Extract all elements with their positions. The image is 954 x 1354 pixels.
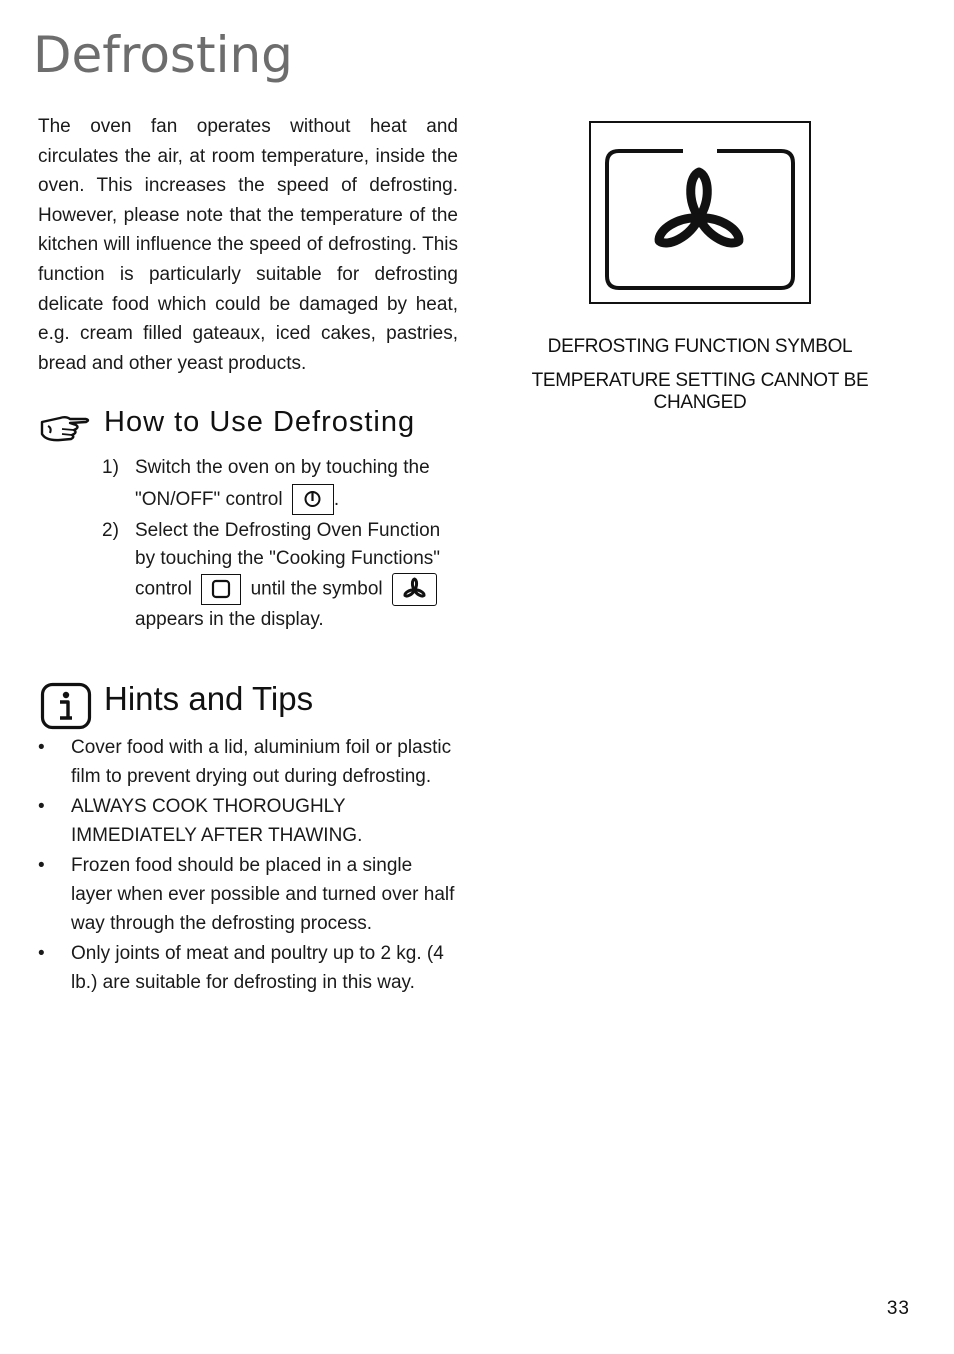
tip-text: Cover food with a lid, aluminium foil or plastic film to prevent drying out during defrosting. — [71, 737, 452, 788]
bullet: • — [38, 854, 45, 876]
tip-text: Frozen food should be placed in a single layer when ever possible and turned over half way through the defrosting process. — [71, 854, 455, 935]
on-off-control-icon — [292, 484, 334, 515]
defrost-symbol-figure — [589, 121, 811, 304]
intro-paragraph: The oven fan operates without heat and circulates the air, at room temperature, inside the oven. This increases the speed of defrosting. However, please note that the temperature of the kitchen will influence the speed of defrosting. This function is particularly suitable for defrosting delicate food which could be damaged by heat, e.g. cream filled gateaux, iced cakes, pastries, bread and other yeast products. — [38, 116, 458, 374]
page-title: Defrosting — [33, 26, 293, 84]
step-item — [102, 517, 458, 634]
info-icon — [40, 682, 92, 734]
step-number: 2) — [102, 520, 119, 541]
defrost-fan-symbol-icon — [591, 123, 809, 302]
how-to-heading: How to Use Defrosting — [104, 406, 416, 438]
list-item — [38, 733, 458, 792]
list-item — [38, 792, 458, 851]
figure-caption-line1: DEFROSTING FUNCTION SYMBOL — [547, 336, 853, 357]
page-number: 33 — [886, 1298, 910, 1319]
list-item — [38, 851, 458, 939]
how-to-steps — [102, 452, 458, 634]
cooking-functions-control-icon — [201, 574, 241, 605]
defrost-fan-icon — [392, 573, 437, 606]
figure-caption-line2: TEMPERATURE SETTING CANNOT BE CHANGED — [531, 370, 869, 413]
step-number: 1) — [102, 457, 119, 478]
bullet: • — [38, 737, 45, 758]
step-text: until the symbol — [250, 578, 383, 600]
tip-text: Only joints of meat and poultry up to 2 kg. (4 lb.) are suitable for defrosting in this way. — [71, 942, 444, 994]
bullet: • — [38, 942, 45, 964]
list-item — [38, 939, 458, 998]
step-text: Select the Defrosting Oven Function by touching the "Cooking Functions" control — [135, 520, 441, 600]
step-text-end: . — [333, 489, 340, 510]
pointing-hand-icon — [40, 414, 90, 448]
tip-text: ALWAYS COOK THOROUGHLY IMMEDIATELY AFTER THAWING. — [71, 795, 363, 847]
hints-list — [38, 733, 458, 998]
hints-heading: Hints and Tips — [104, 680, 314, 717]
step-item — [102, 452, 458, 516]
step-text: appears in the display. — [135, 609, 324, 630]
step-text: Switch the oven on by touching the "ON/OFF" control — [135, 457, 430, 510]
bullet: • — [38, 795, 45, 817]
